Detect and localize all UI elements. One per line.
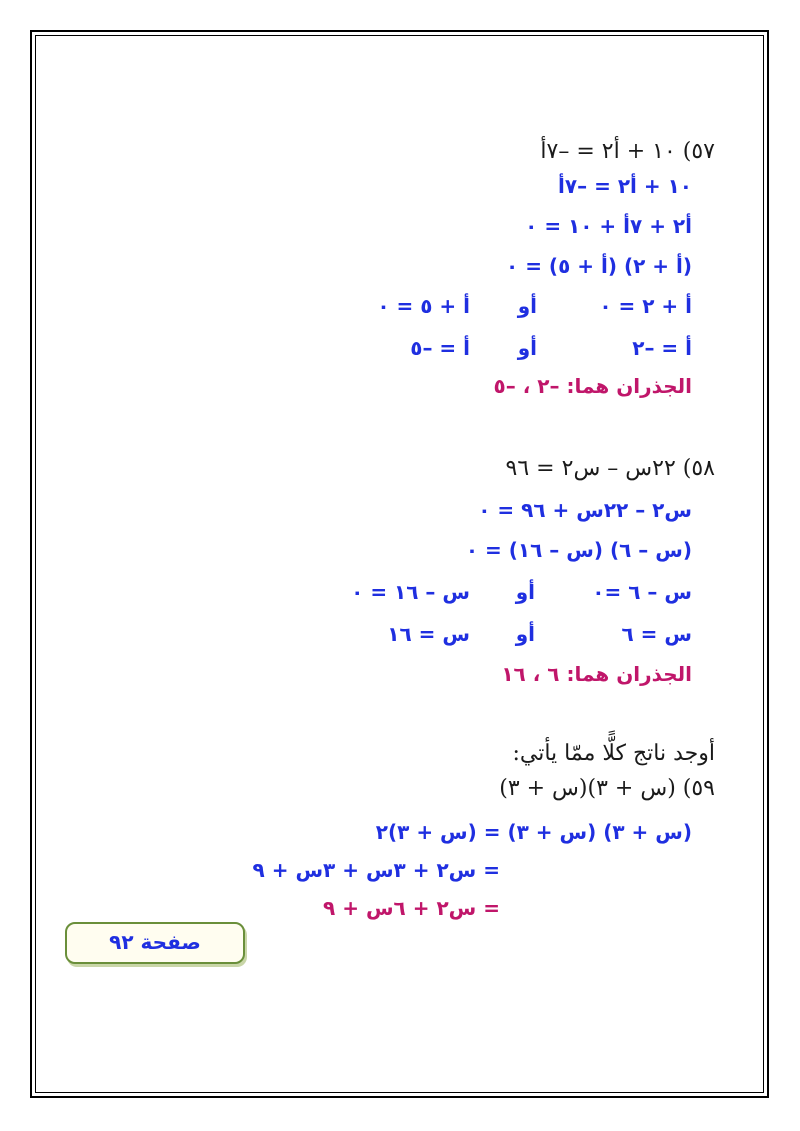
problem-58: ٥٨) ٢٢س – س٢ = ٩٦ [505,456,715,481]
p57-step-3: (أ + ٢) (أ + ٥) = ٠ [506,254,692,278]
p57-case-b-1: أ + ٥ = ٠ [377,294,470,318]
p57-or-1: أو [517,294,537,318]
p58-or-1: أو [515,580,535,604]
p58-step-1: س٢ – ٢٢س + ٩٦ = ٠ [478,498,692,522]
p57-case-a-1: أ + ٢ = ٠ [599,294,692,318]
p59-step-2: = س٢ + ٣س + ٣س + ٩ [252,858,500,882]
p57-case-b-2: أ = –٥ [410,336,470,360]
p59-step-1: (س + ٣) (س + ٣) = (س + ٣)٢ [375,820,692,844]
p57-or-2: أو [517,336,537,360]
page-number-label: صفحة ٩٢ [109,930,201,954]
p58-step-2: (س – ٦) (س – ١٦) = ٠ [465,538,692,562]
p58-case-a-1: س – ٦ =٠ [592,580,692,604]
p59-step-3: = س٢ + ٦س + ٩ [323,896,500,920]
p57-case-a-2: أ = –٢ [632,336,692,360]
p57-roots: الجذران هما: –٢ ، –٥ [493,374,692,398]
p58-roots: الجذران هما: ٦ ، ١٦ [501,662,692,686]
p58-case-b-2: س = ١٦ [387,622,470,646]
p57-step-1: ١٠ + أ٢ = –٧أ [558,174,692,198]
problem-57: ٥٧) ١٠ + أ٢ = –٧أ [540,139,715,164]
p58-or-2: أو [515,622,535,646]
section-heading: أوجد ناتج كلًّا ممّا يأتي: [512,741,715,766]
problem-59: ٥٩) (س + ٣)(س + ٣) [499,776,715,801]
p58-case-b-1: س – ١٦ = ٠ [351,580,470,604]
p58-case-a-2: س = ٦ [621,622,692,646]
p57-step-2: أ٢ + ٧أ + ١٠ = ٠ [525,214,692,238]
page-number-badge [65,922,245,964]
